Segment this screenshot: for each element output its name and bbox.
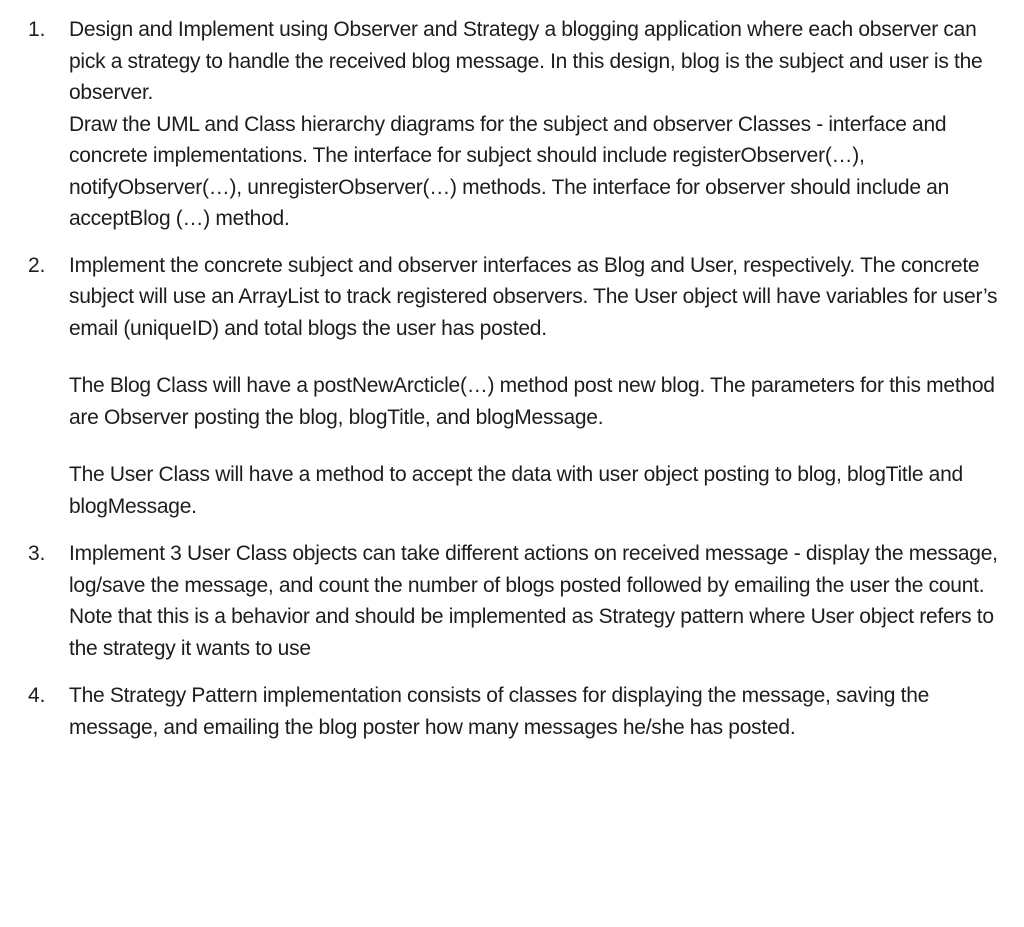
item-paragraph: Draw the UML and Class hierarchy diagrams for the subject and observer Classes - interface and concrete implementations. The interface for subject should include registerObserver(…), notifyObserver(…), unregisterObserver(…) methods. The interface for observer should include an acceptBlog (…) method.	[69, 112, 950, 230]
list-item-2	[0, 250, 1024, 523]
list-item-1	[0, 14, 1024, 235]
item-paragraph: The Blog Class will have a postNewArcticle(…) method post new blog. The parameters for this method are Observer posting the blog, blogTitle, and blogMessage.	[69, 374, 995, 429]
list-item-3	[0, 538, 1024, 664]
item-number: 4.	[28, 684, 46, 707]
assignment-list	[0, 14, 1024, 743]
item-number: 3.	[28, 542, 46, 565]
item-paragraph: Design and Implement using Observer and Strategy a blogging application where each observer can pick a strategy to handle the received blog message. In this design, blog is the subject and user is the observer.	[69, 18, 983, 104]
list-item-4	[0, 680, 1024, 743]
item-number: 2.	[28, 253, 46, 277]
item-paragraph: The Strategy Pattern implementation consists of classes for displaying the message, saving the message, and emailing the blog poster how many messages he/she has posted.	[69, 684, 930, 739]
item-paragraph: Implement 3 User Class objects can take different actions on received message - display the message, log/save the message, and count the number of blogs posted followed by emailing the user the count. Note that this is a behavior and should be implemented as Strategy pattern where User object refers to the strategy it wants to use	[69, 542, 998, 660]
item-number: 1.	[28, 18, 46, 41]
item-paragraph: Implement the concrete subject and observer interfaces as Blog and User, respectively. The concrete subject will use an ArrayList to track registered observers. The User object will have variables for user’s email (uniqueID) and total blogs the user has posted.	[69, 253, 998, 340]
item-paragraph: The User Class will have a method to accept the data with user object posting to blog, blogTitle and blogMessage.	[69, 463, 963, 518]
